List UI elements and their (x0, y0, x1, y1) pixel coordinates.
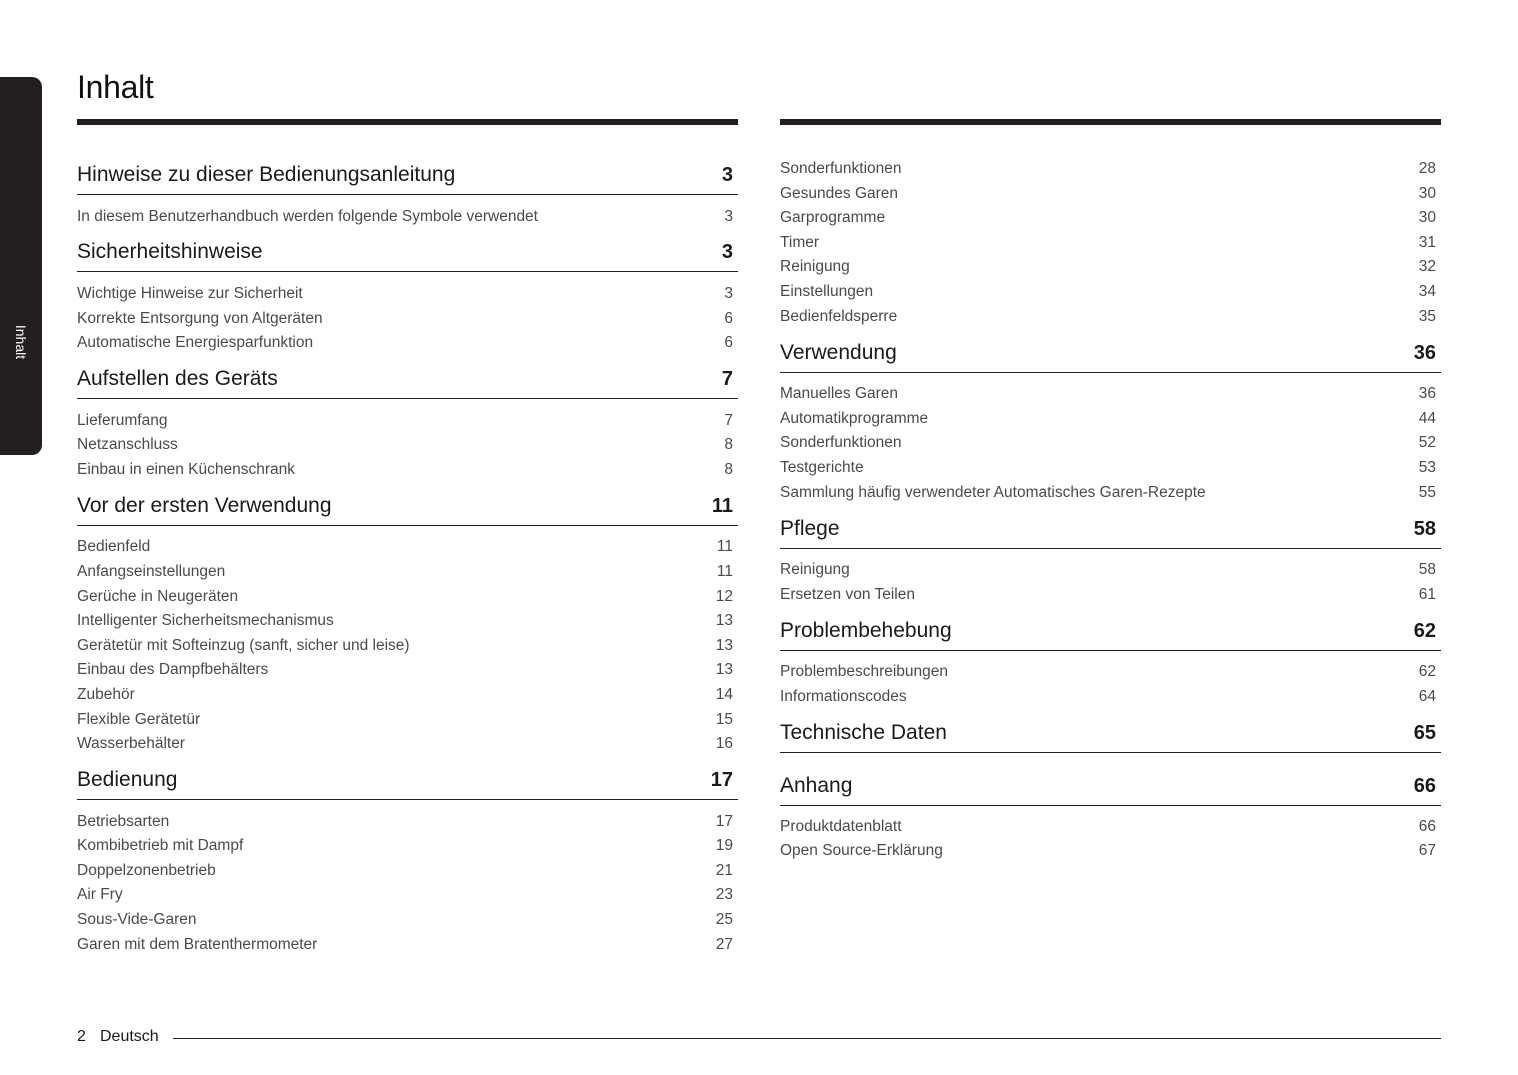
entry-page: 3 (724, 285, 733, 302)
entry-title: Automatische Energiesparfunktion (77, 334, 314, 351)
entry-title: Netzanschluss (77, 436, 178, 453)
entry-title: Korrekte Entsorgung von Altgeräten (77, 310, 323, 327)
entry-page: 52 (1418, 434, 1436, 451)
section-title: Sicherheitshinweise (77, 240, 263, 263)
section-title: Anhang (780, 774, 853, 797)
entry-title: Air Fry (77, 886, 123, 903)
toc-section-heading[interactable] (780, 721, 1441, 753)
section-title: Bedienung (77, 768, 178, 791)
section-title: Technische Daten (780, 721, 947, 744)
entry-page: 13 (715, 661, 733, 678)
title-rule-right (780, 119, 1441, 125)
toc-entry[interactable] (780, 234, 1441, 254)
entry-title: Wasserbehälter (77, 735, 185, 752)
toc-entry[interactable] (780, 308, 1441, 328)
footer-language: Deutsch (100, 1028, 159, 1045)
toc-entry[interactable] (780, 586, 1441, 606)
section-page: 36 (1413, 342, 1436, 364)
entry-title: Kombibetrieb mit Dampf (77, 837, 244, 854)
entry-title: Produktdatenblatt (780, 818, 902, 835)
toc-section-heading[interactable] (780, 341, 1441, 373)
toc-entry[interactable] (780, 561, 1441, 581)
entry-title: Bedienfeld (77, 538, 151, 555)
toc-section-heading[interactable] (780, 517, 1441, 549)
section-page: 58 (1413, 518, 1436, 540)
section-title: Pflege (780, 517, 840, 540)
entry-title: Reinigung (780, 258, 850, 275)
toc-section-heading[interactable] (77, 768, 738, 800)
entry-title: Einbau des Dampfbehälters (77, 661, 269, 678)
toc-entry[interactable] (77, 334, 738, 354)
entry-page: 8 (724, 461, 733, 478)
entry-page: 27 (715, 936, 733, 953)
toc-entry[interactable] (780, 385, 1441, 405)
entry-title: Zubehör (77, 686, 135, 703)
toc-entry[interactable] (780, 209, 1441, 229)
toc-entry[interactable] (77, 208, 738, 228)
toc-section-heading[interactable] (77, 240, 738, 272)
toc-entry[interactable] (780, 258, 1441, 278)
entry-page: 11 (716, 563, 733, 580)
toc-entry[interactable] (780, 663, 1441, 683)
toc-entry[interactable] (77, 813, 738, 833)
entry-page: 55 (1418, 484, 1436, 501)
section-title: Aufstellen des Geräts (77, 367, 278, 390)
toc-entry[interactable] (77, 612, 738, 632)
toc-entry[interactable] (77, 436, 738, 456)
entry-title: Flexible Gerätetür (77, 711, 201, 728)
entry-page: 13 (715, 637, 733, 654)
page-title: Inhalt (77, 69, 154, 105)
entry-title: Informationscodes (780, 688, 907, 705)
toc-entry[interactable] (77, 936, 738, 956)
toc-section-heading[interactable] (780, 619, 1441, 651)
entry-title: Gerüche in Neugeräten (77, 588, 239, 605)
side-tab-label: Inhalt (13, 324, 29, 360)
toc-entry[interactable] (77, 911, 738, 931)
entry-title: Gerätetür mit Softeinzug (sanft, sicher und leise) (77, 637, 410, 654)
toc-entry[interactable] (77, 310, 738, 330)
section-page: 3 (721, 164, 733, 186)
entry-title: Timer (780, 234, 820, 251)
entry-title: Sonderfunktionen (780, 434, 902, 451)
toc-section-heading[interactable] (77, 163, 738, 195)
toc-entry[interactable] (780, 459, 1441, 479)
entry-title: Wichtige Hinweise zur Sicherheit (77, 285, 303, 302)
footer-rule (173, 1038, 1441, 1039)
entry-title: Doppelzonenbetrieb (77, 862, 216, 879)
entry-page: 12 (715, 588, 733, 605)
toc-entry[interactable] (77, 837, 738, 857)
section-page: 65 (1413, 722, 1436, 744)
toc-entry[interactable] (780, 160, 1441, 180)
entry-page: 16 (715, 735, 733, 752)
entry-page: 30 (1418, 185, 1436, 202)
entry-page: 7 (724, 412, 733, 429)
entry-title: Einbau in einen Küchenschrank (77, 461, 296, 478)
entry-page: 30 (1418, 209, 1436, 226)
section-title: Vor der ersten Verwendung (77, 494, 332, 517)
entry-page: 53 (1418, 459, 1436, 476)
entry-title: Gesundes Garen (780, 185, 899, 202)
entry-page: 34 (1418, 283, 1436, 300)
entry-title: Sonderfunktionen (780, 160, 902, 177)
toc-entry[interactable] (77, 886, 738, 906)
section-page: 11 (711, 495, 733, 517)
toc-entry[interactable] (780, 842, 1441, 862)
entry-page: 61 (1418, 586, 1436, 603)
toc-section-heading[interactable] (780, 774, 1441, 806)
entry-page: 21 (715, 862, 733, 879)
entry-title: Ersetzen von Teilen (780, 586, 915, 603)
entry-title: Manuelles Garen (780, 385, 899, 402)
toc-entry[interactable] (77, 538, 738, 558)
entry-title: Einstellungen (780, 283, 874, 300)
toc-entry[interactable] (77, 661, 738, 681)
entry-title: Garen mit dem Bratenthermometer (77, 936, 318, 953)
entry-title: Open Source-Erklärung (780, 842, 943, 859)
entry-page: 15 (715, 711, 733, 728)
entry-page: 19 (715, 837, 733, 854)
entry-page: 11 (716, 538, 733, 555)
toc-section-heading[interactable] (77, 494, 738, 526)
entry-title: Betriebsarten (77, 813, 170, 830)
entry-page: 6 (724, 310, 733, 327)
entry-page: 66 (1418, 818, 1436, 835)
toc-entry[interactable] (780, 818, 1441, 838)
entry-title: Sammlung häufig verwendeter Automatisches Garen-Rezepte (780, 484, 1206, 501)
entry-page: 28 (1418, 160, 1436, 177)
entry-title: Automatikprogramme (780, 410, 929, 427)
footer-page-number: 2 (77, 1028, 86, 1045)
toc-entry[interactable] (77, 686, 738, 706)
section-page: 17 (710, 769, 733, 791)
entry-page: 3 (724, 208, 733, 225)
entry-title: Lieferumfang (77, 412, 168, 429)
toc-entry[interactable] (77, 711, 738, 731)
entry-title: Bedienfeldsperre (780, 308, 898, 325)
toc-entry[interactable] (780, 283, 1441, 303)
toc-entry[interactable] (780, 484, 1441, 504)
toc-entry[interactable] (77, 563, 738, 583)
entry-title: Problembeschreibungen (780, 663, 949, 680)
toc-entry[interactable] (77, 461, 738, 481)
entry-title: In diesem Benutzerhandbuch werden folgende Symbole verwendet (77, 208, 538, 225)
entry-page: 35 (1418, 308, 1436, 325)
entry-title: Sous-Vide-Garen (77, 911, 197, 928)
section-page: 3 (721, 241, 733, 263)
entry-title: Reinigung (780, 561, 850, 578)
section-page: 62 (1413, 620, 1436, 642)
entry-page: 8 (724, 436, 733, 453)
entry-page: 25 (715, 911, 733, 928)
toc-entry[interactable] (77, 735, 738, 755)
entry-page: 31 (1418, 234, 1436, 251)
entry-page: 64 (1418, 688, 1436, 705)
toc-entry[interactable] (77, 588, 738, 608)
entry-page: 67 (1418, 842, 1436, 859)
entry-page: 23 (715, 886, 733, 903)
entry-title: Intelligenter Sicherheitsmechanismus (77, 612, 334, 629)
entry-page: 58 (1418, 561, 1436, 578)
entry-page: 13 (715, 612, 733, 629)
entry-page: 36 (1418, 385, 1436, 402)
section-title: Verwendung (780, 341, 897, 364)
entry-page: 32 (1418, 258, 1436, 275)
section-title: Problembehebung (780, 619, 952, 642)
section-page: 7 (721, 368, 733, 390)
toc-section-heading[interactable] (77, 367, 738, 399)
toc-entry[interactable] (780, 688, 1441, 708)
entry-page: 62 (1418, 663, 1436, 680)
toc-entry[interactable] (780, 410, 1441, 430)
toc-entry[interactable] (780, 185, 1441, 205)
entry-page: 44 (1418, 410, 1436, 427)
toc-entry[interactable] (77, 862, 738, 882)
toc-entry[interactable] (77, 637, 738, 657)
toc-entry[interactable] (77, 412, 738, 432)
toc-entry[interactable] (77, 285, 738, 305)
section-page: 66 (1413, 775, 1436, 797)
side-tab[interactable] (0, 77, 42, 455)
entry-page: 17 (715, 813, 733, 830)
section-title: Hinweise zu dieser Bedienungsanleitung (77, 163, 456, 186)
entry-title: Anfangseinstellungen (77, 563, 226, 580)
entry-page: 14 (715, 686, 733, 703)
toc-entry[interactable] (780, 434, 1441, 454)
title-rule-left (77, 119, 738, 125)
entry-page: 6 (724, 334, 733, 351)
entry-title: Testgerichte (780, 459, 864, 476)
entry-title: Garprogramme (780, 209, 886, 226)
